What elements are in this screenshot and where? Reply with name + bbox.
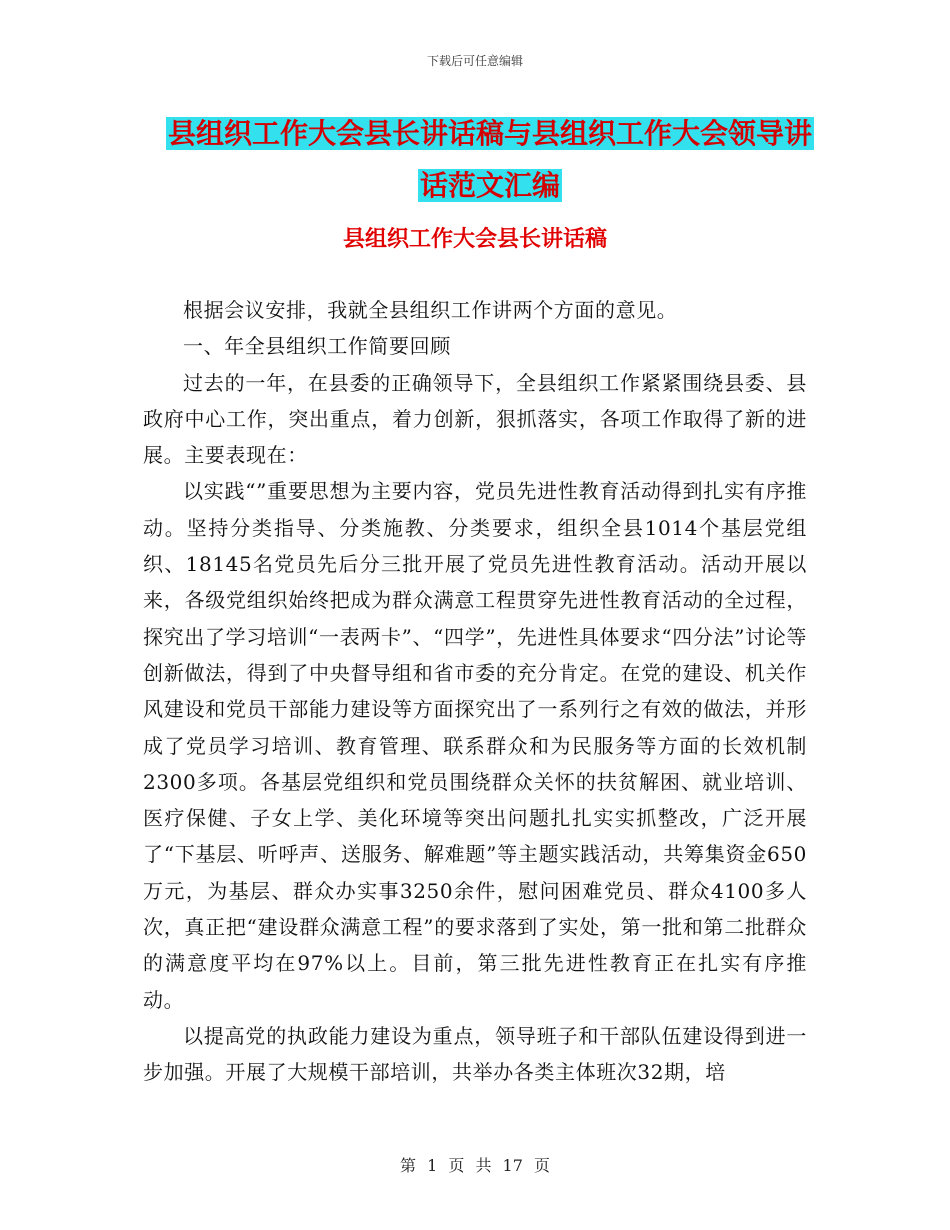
- paragraph: 过去的一年，在县委的正确领导下，全县组织工作紧紧围绕县委、县政府中心工作，突出重点，着力创新，狠抓落实，各项工作取得了新的进展。主要表现在：: [143, 370, 807, 468]
- document-title-line-2: 话范文汇编: [419, 169, 560, 202]
- page-footer: 第 1 页 共 17 页: [400, 1156, 550, 1175]
- section-title: 县组织工作大会县长讲话稿: [342, 227, 607, 252]
- paragraph: 以实践“”重要思想为主要内容，党员先进性教育活动得到扎实有序推动。坚持分类指导、分类施教、分类要求，组织全县1014个基层党组织、18145名党员先后分三批开展了党员先进性教育活动。活动开展以来，各级党组织始终把成为群众满意工程贯穿先进性教育活动的全过程，探究出了学习培训“一表两卡”、“四学”，先进性具体要求“四分法”讨论等创新做法，得到了中央督导组和省市委的充分肯定。在党的建设、机关作风建设和党员干部能力建设等方面探究出了一系列行之有效的做法，并形成了党员学习培训、教育管理、联系群众和为民服务等方面的长效机制2300多项。各基层党组织和党员围绕群众关怀的扶贫解困、就业培训、医疗保健、子女上学、美化环境等突出问题扎扎实实抓整改，广泛开展了“下基层、听呼声、送服务、解难题”等主题实践活动，共筹集资金650万元，为基层、群众办实事3250余件，慰问困难党员、群众4100多人次，真正把“建设群众满意工程”的要求落到了实处，第一批和第二批群众的满意度平均在97%以上。目前，第三批先进性教育正在扎实有序推动。: [143, 479, 807, 1012]
- paragraph: 一、年全县组织工作简要回顾: [183, 334, 451, 359]
- header-note: 下载后可任意编辑: [426, 54, 523, 68]
- body-text: [143, 292, 807, 1091]
- paragraph: 根据会议安排，我就全县组织工作讲两个方面的意见。: [183, 298, 678, 322]
- document-title: [140, 108, 840, 212]
- document-title-line-1: 县组织工作大会县长讲话稿与县组织工作大会领导讲: [167, 117, 812, 150]
- paragraph: 以提高党的执政能力建设为重点，领导班子和干部队伍建设得到进一步加强。开展了大规模干部培训，共举办各类主体班次32期，培: [143, 1023, 807, 1085]
